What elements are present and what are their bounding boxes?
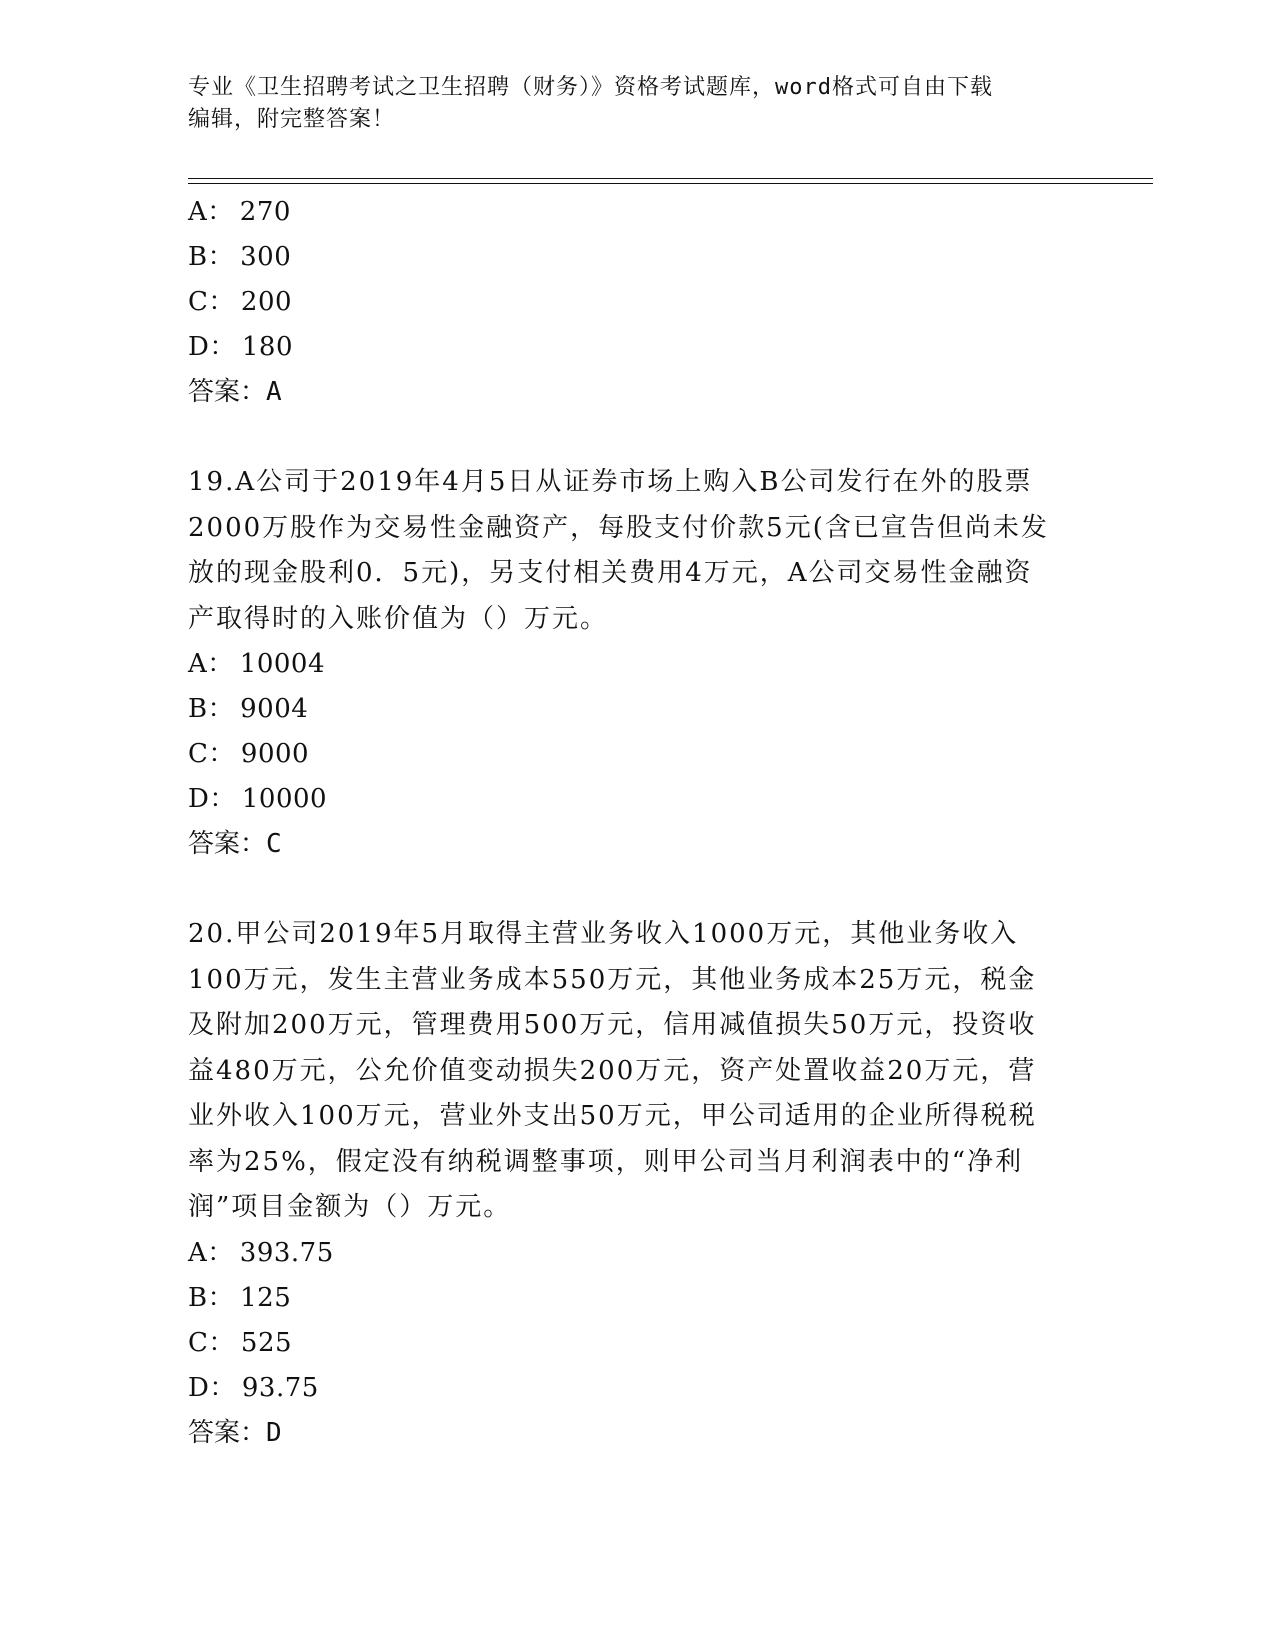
question-20-block (188, 912, 1088, 1456)
question-line: 放的现金股利0．5元)，另支付相关费用4万元，A公司交易性金融资 (188, 558, 1033, 588)
question-line: 产取得时的入账价值为（）万元。 (188, 603, 609, 634)
option-value: 9004 (240, 694, 309, 724)
option-b (188, 687, 1088, 732)
option-label: C： (188, 1327, 235, 1358)
option-a (188, 1231, 1088, 1276)
header-line-1: 专业《卫生招聘考试之卫生招聘（财务）》资格考试题库，word格式可自由下载 (188, 75, 993, 100)
answer-value: C (266, 829, 282, 859)
question-line: 2000万股作为交易性金融资产，每股支付价款5元(含已宣告但尚未发 (188, 512, 1049, 543)
question-19-block (188, 460, 1088, 867)
answer-label: 答案： (188, 377, 267, 407)
question-line: 20.甲公司2019年5月取得主营业务收入1000万元，其他业务收入 (188, 919, 1019, 949)
option-c (188, 732, 1088, 777)
option-a (188, 642, 1088, 687)
option-value: 270 (239, 197, 291, 227)
option-value: 10004 (239, 649, 325, 679)
option-label: B： (188, 694, 235, 724)
option-d (188, 777, 1088, 822)
option-label: C： (188, 739, 235, 769)
option-value: 393.75 (239, 1237, 334, 1268)
answer-line (188, 1411, 1088, 1456)
option-value: 300 (240, 242, 292, 272)
option-c (188, 1321, 1088, 1366)
question-18-block (188, 190, 1088, 415)
option-b (188, 235, 1088, 280)
option-label: C： (188, 287, 235, 317)
document-header (188, 72, 1088, 136)
question-text (188, 460, 1088, 642)
option-c (188, 280, 1088, 325)
answer-label: 答案： (188, 829, 267, 859)
question-line: 业外收入100万元，营业外支出50万元，甲公司适用的企业所得税税 (188, 1101, 1037, 1131)
question-line: 及附加200万元，管理费用500万元，信用减值损失50万元，投资收 (188, 1010, 1037, 1040)
option-value: 93.75 (241, 1372, 319, 1403)
option-a (188, 190, 1088, 235)
answer-value: D (266, 1417, 282, 1448)
option-label: B： (188, 242, 235, 272)
option-value: 525 (240, 1327, 293, 1358)
answer-label: 答案： (188, 1417, 267, 1448)
answer-line (188, 370, 1088, 415)
question-text (188, 912, 1088, 1231)
option-value: 180 (241, 332, 293, 362)
option-d (188, 325, 1088, 370)
answer-value: A (266, 377, 282, 407)
question-line: 率为25%，假定没有纳税调整事项，则甲公司当月利润表中的“净利 (188, 1146, 1024, 1177)
option-label: B： (188, 1282, 235, 1313)
option-d (188, 1366, 1088, 1411)
header-line-2: 编辑，附完整答案！ (188, 107, 396, 132)
header-divider-top (188, 178, 1153, 179)
option-value: 200 (240, 287, 293, 317)
question-line: 100万元，发生主营业务成本550万元，其他业务成本25万元，税金 (188, 964, 1037, 995)
option-label: D： (188, 332, 236, 362)
answer-line (188, 822, 1088, 867)
option-label: A： (188, 197, 234, 227)
header-divider-bottom (188, 183, 1153, 184)
question-line: 润”项目金额为（）万元。 (188, 1192, 512, 1222)
option-value: 9000 (240, 739, 310, 769)
document-body (188, 190, 1088, 1456)
question-line: 益480万元，公允价值变动损失200万元，资产处置收益20万元，营 (188, 1055, 1037, 1086)
option-label: A： (188, 649, 234, 679)
option-label: A： (188, 1237, 234, 1268)
question-line: 19.A公司于2019年4月5日从证券市场上购入B公司发行在外的股票 (188, 467, 1033, 497)
option-b (188, 1276, 1088, 1321)
option-value: 10000 (241, 784, 328, 814)
option-label: D： (188, 784, 236, 814)
option-label: D： (188, 1372, 236, 1403)
option-value: 125 (240, 1282, 292, 1313)
